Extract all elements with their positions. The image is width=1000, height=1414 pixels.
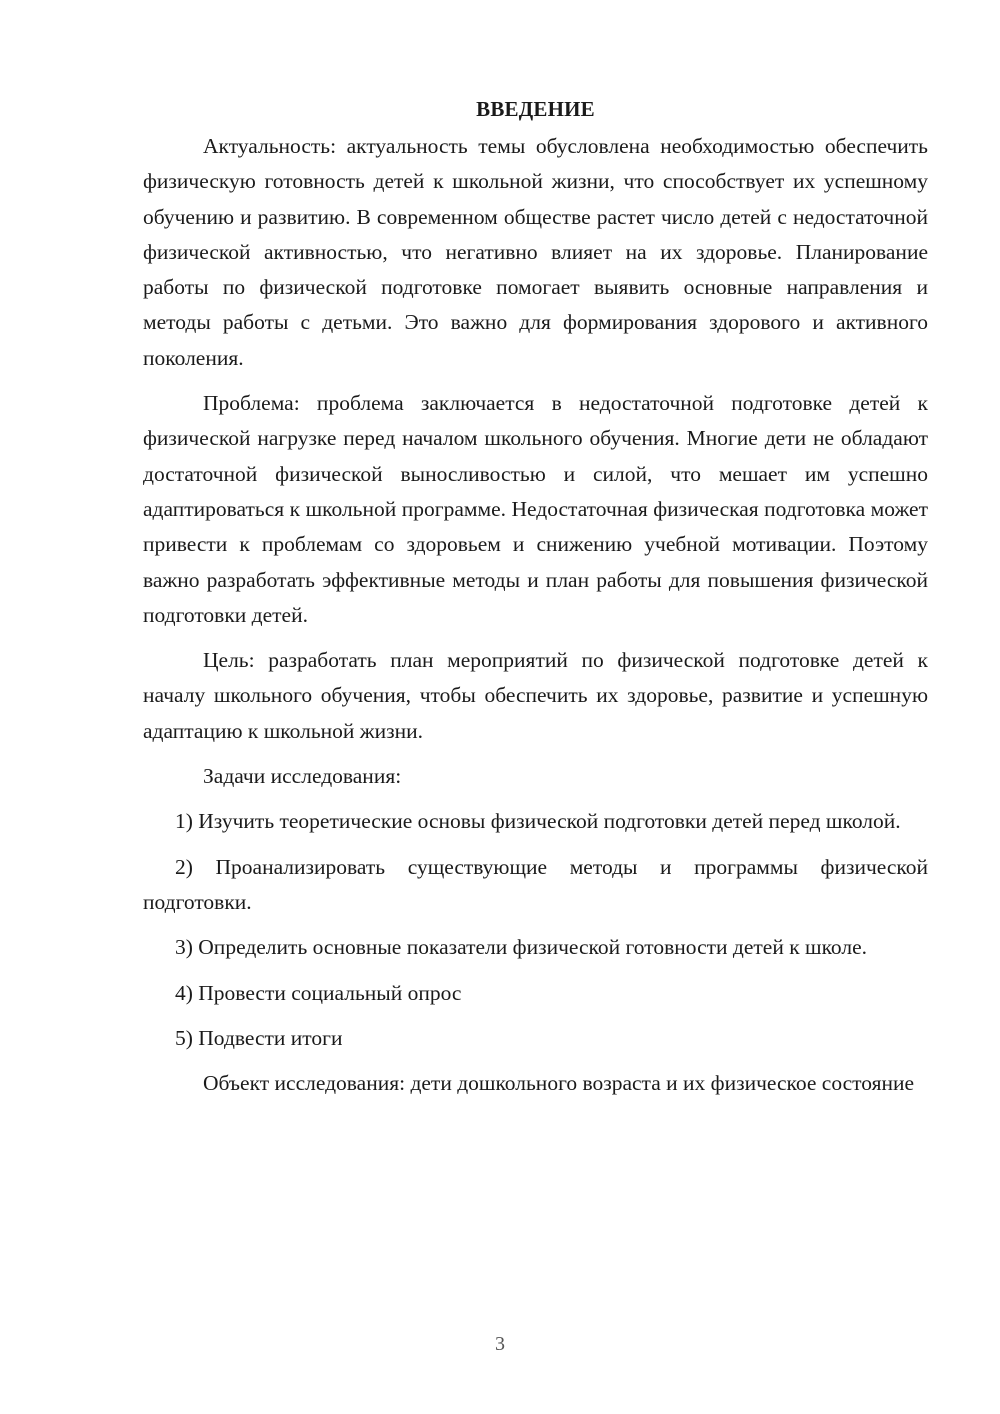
- tasks-label: Задачи исследования:: [203, 764, 402, 789]
- task-item-3: 3) Определить основные показатели физической готовности детей к школе.: [175, 935, 868, 960]
- task-item-5: 5) Подвести итоги: [175, 1025, 343, 1050]
- relevance-paragraph: Актуальность: актуальность темы обусловлена необходимостью обеспечить физическую готовность детей к школьной жизни, что способствует их успешному обучению и развитию. В современном обществе растет число детей с недостаточной физической активностью, что негативно влияет на их здоровье. Планирование работы по физической подготовке помогает выявить основные направления и методы работы с детьми. Это важно для формирования здорового и активного поколения.: [143, 134, 928, 370]
- document-page: [143, 92, 928, 1111]
- task-item-4: 4) Провести социальный опрос: [175, 980, 462, 1005]
- task-item-1: 1) Изучить теоретические основы физической подготовки детей перед школой.: [175, 809, 901, 834]
- section-heading: ВВЕДЕНИЕ: [476, 97, 595, 121]
- page-number: 3: [495, 1333, 505, 1355]
- goal-paragraph: Цель: разработать план мероприятий по физической подготовке детей к началу школьного обучения, чтобы обеспечить их здоровье, развитие и успешную адаптацию к школьной жизни.: [143, 648, 928, 743]
- problem-paragraph: Проблема: проблема заключается в недостаточной подготовке детей к физической нагрузке перед началом школьного обучения. Многие дети не обладают достаточной физической выносливостью и силой, что мешает им успешно адаптироваться к школьной программе. Недостаточная физическая подготовка может привести к проблемам со здоровьем и снижению учебной мотивации. Поэтому важно разработать эффективные методы и план работы для повышения физической подготовки детей.: [143, 391, 928, 627]
- object-paragraph: Объект исследования: дети дошкольного возраста и их физическое состояние: [203, 1071, 915, 1096]
- task-item-2: 2) Проанализировать существующие методы и программы физической подготовки.: [143, 854, 928, 914]
